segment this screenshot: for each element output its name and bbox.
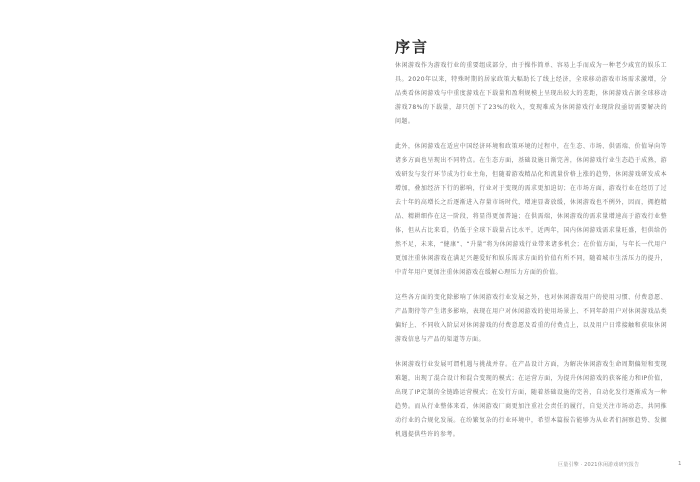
page-title: 序言 [395, 38, 430, 56]
footer-report-title: 巨量引擎 · 2021休闲游戏研究报告 [558, 462, 640, 468]
preface-body [395, 59, 667, 453]
page-number: 1 [678, 461, 682, 467]
paragraph: 此外，休闲游戏在适应中国经济环境和政策环境的过程中，在生态、市场、供需端、价值导向等诸多方面也呈现出不同特点。在生态方面，基础设施日渐完善，休闲游戏行业生态趋于成熟，游戏研发与发行环节成为行业主角，但随着游戏精品化和流量价格上涨的趋势，休闲游戏研发成本增加，叠加经济下行的影响，行业对于变现的需求更加迫切；在市场方面，游戏行业在经历了过去十年的高增长之后逐渐进入存量市场时代，增速显著放缓，休闲游戏也不例外，因而，拥抱精品、精耕细作在这一阶段，将显得更加普遍；在供需端，休闲游戏的需求量增速高于游戏行业整体，但从占比来看，仍低于全球下载量占比水平，近两年，国内休闲游戏需求量旺盛，但供给仍然不足，未来，“健康”、“升量”将为休闲游戏行业带来诸多机会；在价值方面，与年长一代用户更加注重休闲游戏在满足兴趣爱好和娱乐需求方面的价值有所不同，随着城市生活压力的提升，中青年用户更加注重休闲游戏在缓解心理压力方面的价值。 [395, 143, 667, 276]
paragraph: 休闲游戏行业发展可谓机遇与挑战并存。在产品设计方面，为解决休闲游戏生命周期偏短和变现难题，出现了混合设计和混合变现的模式；在运营方面，为提升休闲游戏的获客能力和IP价值，出现了IP定制的全链路运营模式；在发行方面，随着基础设施的完善，自动化发行逐渐成为一种趋势。而从行业整体来看，休闲游戏厂商更加注重社会责任的履行，自觉关注市场动态，共同推动行业的合规化发展。在纷繁复杂的行业环境中，希望本篇报告能够为从业者们洞察趋势、发掘机遇提供些许的参考。 [395, 361, 667, 438]
paragraph: 这些各方面的变化除影响了休闲游戏行业发展之外，也对休闲游戏用户的使用习惯、付费意愿、产品期待等产生诸多影响，表现在用户对休闲游戏的使用场景上、不同年龄用户对休闲游戏品类偏好上、不同收入阶层对休闲游戏的付费意愿及看重的付费点上，以及用户日常接触和获取休闲游戏信息与产品的渠道等方面。 [395, 294, 667, 343]
paragraph: 休闲游戏作为游戏行业的重要组成部分，由于操作简单、容易上手而成为一种老少咸宜的娱乐工具。2020年以来，特殊时期的居家政策大幅助长了线上经济，全球移动游戏市场需求激增，分品类看休闲游戏与中重度游戏在下载量和盈利规模上呈现出较大的差距，休闲游戏占据全球移动游戏78%的下载量，却只创下了23%的收入，变现难成为休闲游戏行业现阶段亟切需要解决的问题。 [395, 62, 667, 125]
